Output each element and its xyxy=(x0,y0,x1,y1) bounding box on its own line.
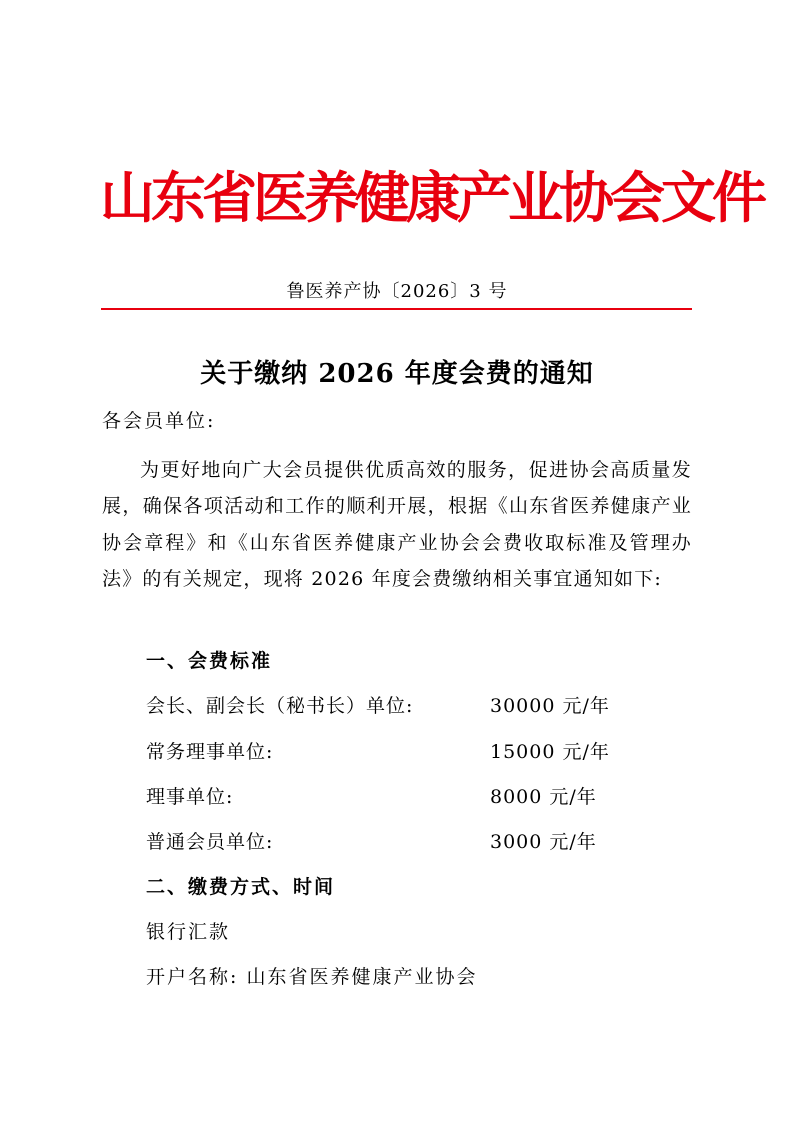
intro-paragraph: 为更好地向广大会员提供优质高效的服务，促进协会高质量发展，确保各项活动和工作的顺利开展，根据《山东省医养健康产业协会章程》和《山东省医养健康产业协会会费收取标准及管理办法》的有关规定，现将 2026 年度会费缴纳相关事宜通知如下: xyxy=(102,459,692,591)
fee-tier-label: 普通会员单位: xyxy=(146,831,274,853)
fee-amount: 15000 元/年 xyxy=(490,741,610,763)
account-name-line: 开户名称: 山东省医养健康产业协会 xyxy=(146,966,478,988)
fee-row xyxy=(146,691,666,721)
fee-row xyxy=(146,782,666,812)
fee-tier-label: 会长、副会长（秘书长）单位: xyxy=(146,695,414,717)
fee-amount: 30000 元/年 xyxy=(490,695,610,717)
fee-amount: 3000 元/年 xyxy=(490,831,597,853)
fee-amount: 8000 元/年 xyxy=(490,786,597,808)
payment-method-text: 银行汇款 xyxy=(146,921,231,943)
letterhead-divider xyxy=(101,308,692,310)
fee-tier-label: 理事单位: xyxy=(146,786,234,808)
document-number: 鲁医养产协〔2026〕3 号 xyxy=(286,281,508,302)
fee-row xyxy=(146,827,666,857)
section-heading-payment-method: 二、缴费方式、时间 xyxy=(146,876,336,898)
org-letterhead-title: 山东省医养健康产业协会文件 xyxy=(100,166,764,230)
fee-tier-label: 常务理事单位: xyxy=(146,741,274,763)
section-heading-fee-standard: 一、会费标准 xyxy=(146,650,273,672)
fee-row xyxy=(146,737,666,767)
salutation: 各会员单位: xyxy=(102,410,216,432)
notice-title: 关于缴纳 2026 年度会费的通知 xyxy=(200,359,594,389)
